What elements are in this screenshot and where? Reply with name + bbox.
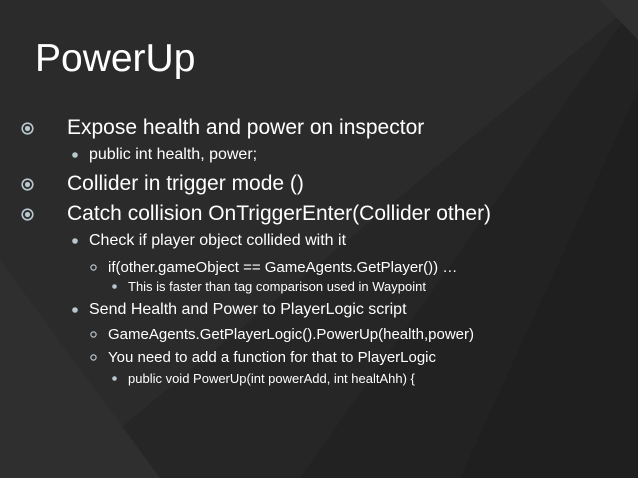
circle-bullet-icon <box>21 122 34 135</box>
bullet-text: Catch collision OnTriggerEnter(Collider other) <box>67 202 492 225</box>
bullet-text: public int health, power; <box>89 146 258 163</box>
dot-bullet-icon <box>72 307 78 313</box>
circle-bullet-icon <box>21 178 34 191</box>
dot-bullet-icon <box>72 238 78 244</box>
dot-bullet-icon <box>112 284 117 289</box>
dot-bullet-icon <box>112 376 117 381</box>
hollow-circle-bullet-icon <box>90 264 97 271</box>
circle-bullet-icon <box>21 208 34 221</box>
slide-title: PowerUp <box>35 37 196 80</box>
bullet-text: Expose health and power on inspector <box>67 116 425 139</box>
dot-bullet-icon <box>72 152 78 158</box>
bullet-text: public void PowerUp(int powerAdd, int healtAhh) { <box>128 371 415 386</box>
bullet-text: if(other.gameObject == GameAgents.GetPlayer()) … <box>108 259 458 276</box>
bullet-text: GameAgents.GetPlayerLogic().PowerUp(health,power) <box>108 326 474 343</box>
bullet-text: Check if player object collided with it <box>89 232 347 249</box>
hollow-circle-bullet-icon <box>90 331 97 338</box>
hollow-circle-bullet-icon <box>90 354 97 361</box>
bullet-text: Collider in trigger mode () <box>67 172 304 195</box>
bullet-text: This is faster than tag comparison used in Waypoint <box>128 279 426 294</box>
bullet-text: Send Health and Power to PlayerLogic script <box>89 301 407 318</box>
bullet-text: You need to add a function for that to PlayerLogic <box>108 349 437 366</box>
